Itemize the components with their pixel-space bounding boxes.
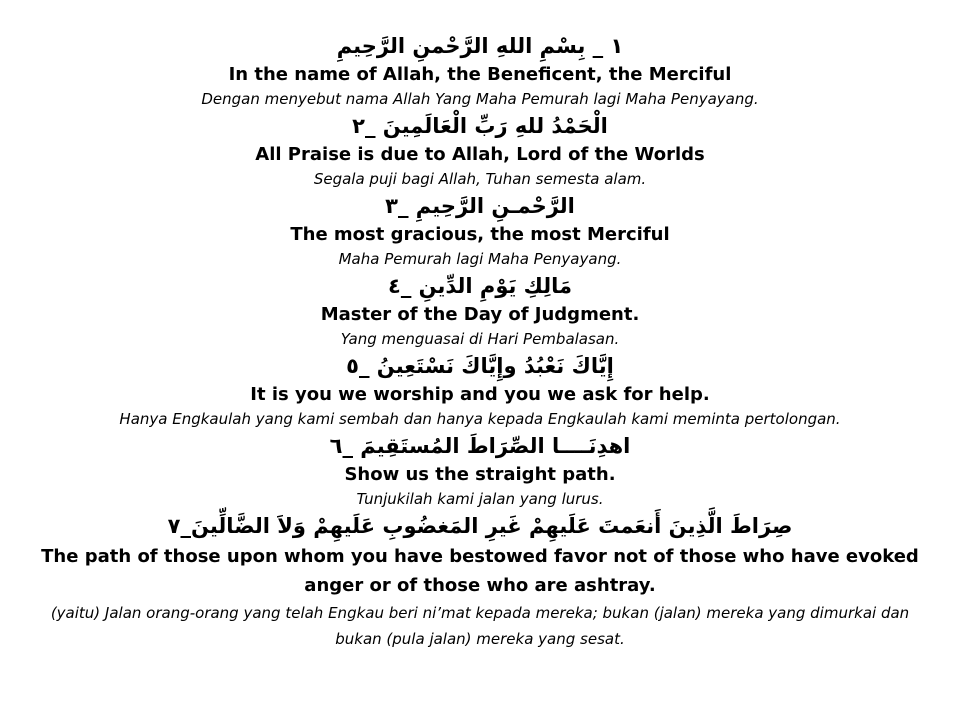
verse-english: Master of the Day of Judgment. — [320, 304, 640, 325]
verse-malay: Tunjukilah kami jalan yang lurus. — [356, 490, 604, 508]
verse-english: The most gracious, the most Merciful — [290, 224, 670, 245]
verse-english: All Praise is due to Allah, Lord of the Worlds — [255, 144, 705, 165]
verse-malay: Dengan menyebut nama Allah Yang Maha Pemurah lagi Maha Penyayang. — [201, 90, 759, 108]
verse-english: Show us the straight path. — [344, 464, 616, 485]
verse-arabic: مَالِكِ يَوْمِ الدِّينِ _٤ — [387, 274, 573, 298]
verse-1 — [0, 30, 960, 110]
verse-english: It is you we worship and you we ask for help. — [250, 384, 710, 405]
verse-arabic: الرَّحْمـنِ الرَّحِيمِ _٣ — [385, 194, 575, 218]
verse-malay: (yaitu) Jalan orang-orang yang telah Engkau beri ni’mat kepada mereka; bukan (jalan) mereka yang dimurkai dan bukan (pula jalan) mereka yang sesat. — [50, 604, 910, 648]
verse-malay: Segala puji bagi Allah, Tuhan semesta alam. — [313, 170, 647, 188]
verse-arabic: صِرَاطَ الَّذِينَ أَنعَمتَ عَلَيهِمْ غَيرِ المَغضُوبِ عَلَيهِمْ وَلاَ الضَّالِّينَ_٧ — [167, 514, 793, 538]
verse-malay: Hanya Engkaulah yang kami sembah dan hanya kepada Engkaulah kami meminta pertolongan. — [119, 410, 841, 428]
verse-malay: Maha Pemurah lagi Maha Penyayang. — [338, 250, 622, 268]
verse-malay: Yang menguasai di Hari Pembalasan. — [340, 330, 620, 348]
verse-arabic: الْحَمْدُ للهِ رَبِّ الْعَالَمِينَ _٢ — [352, 114, 608, 138]
verse-6 — [0, 430, 960, 510]
verse-4 — [0, 270, 960, 350]
verse-5 — [0, 350, 960, 430]
verse-english: In the name of Allah, the Beneficent, the Merciful — [228, 64, 732, 85]
verse-arabic: ١ _ بِسْمِ اللهِ الرَّحْمنِ الرَّحِيمِ — [336, 34, 624, 58]
verse-arabic: إِيَّاكَ نَعْبُدُ وإِيَّاكَ نَسْتَعِينُ _٥ — [346, 354, 614, 378]
verse-7 — [0, 510, 960, 652]
verse-3 — [0, 190, 960, 270]
verse-2 — [0, 110, 960, 190]
verse-arabic: اهدِنَــــا الصِّرَاطَ المُستَقِيمَ _٦ — [329, 434, 631, 458]
verse-english: The path of those upon whom you have bestowed favor not of those who have evoked anger or of those who are ashtray. — [41, 546, 919, 596]
